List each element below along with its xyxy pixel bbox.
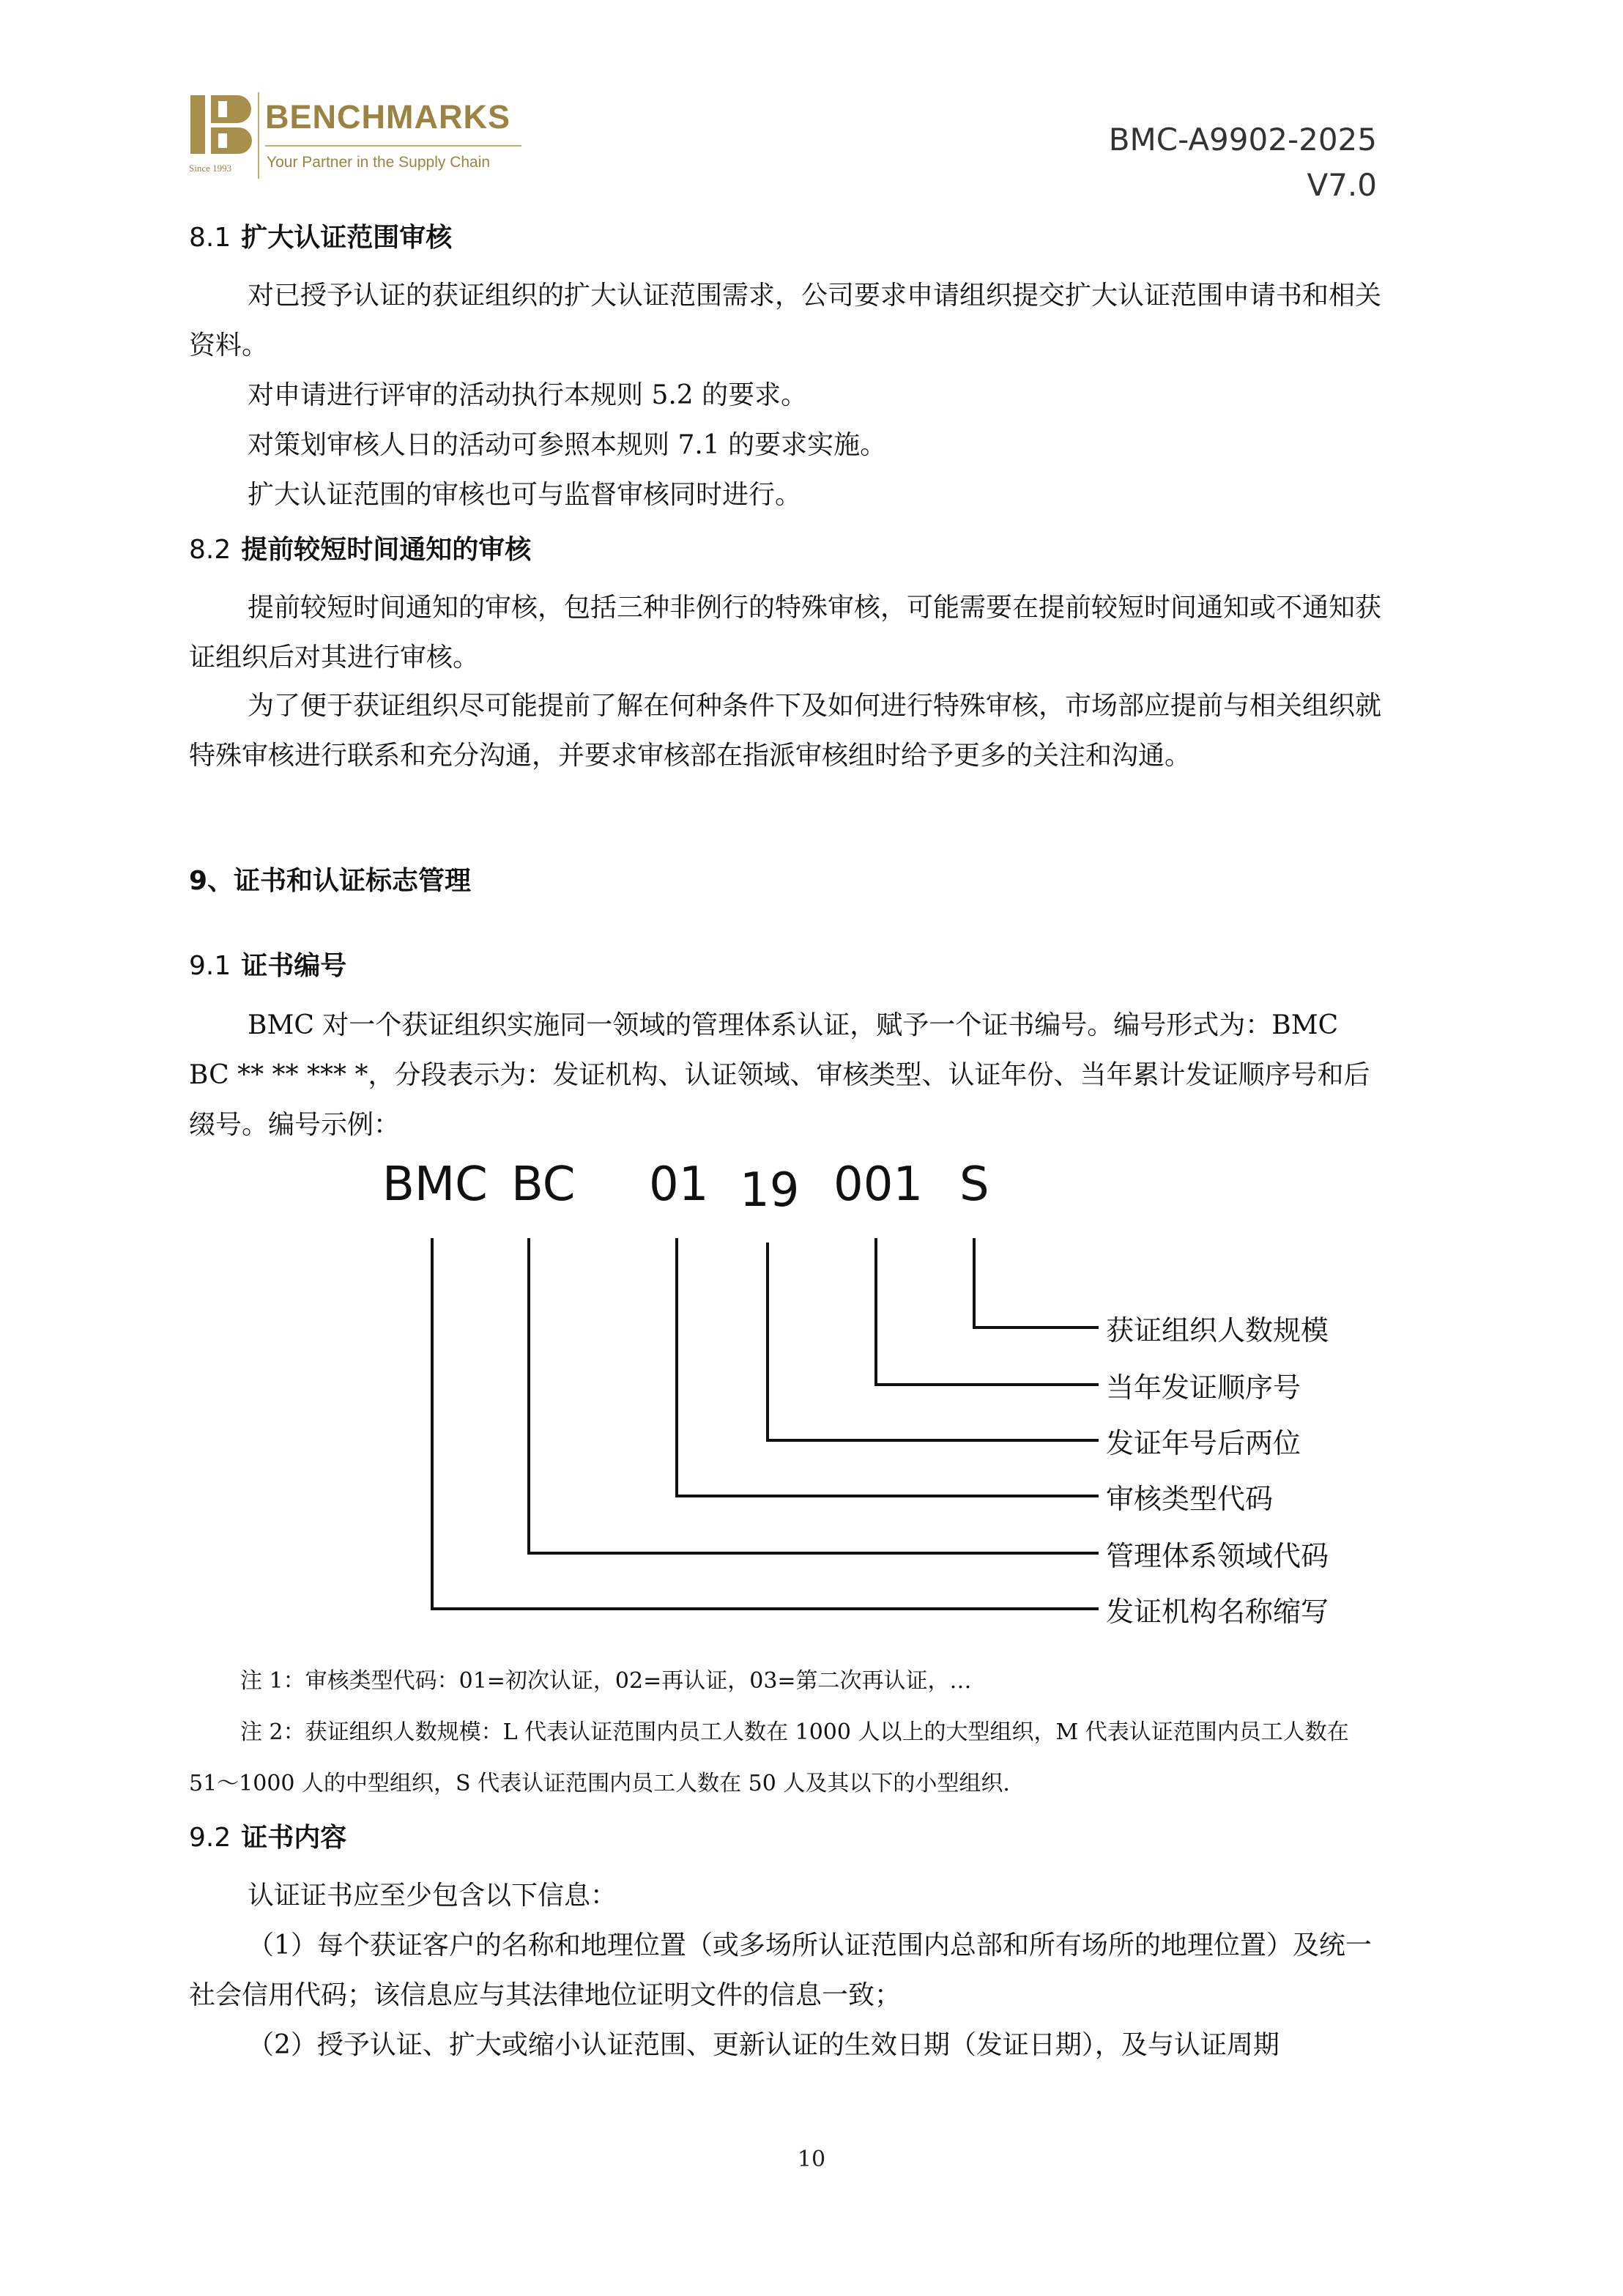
paragraph: （1）每个获证客户的名称和地理位置（或多场所认证范围内总部和所有场所的地理位置）及统一社会信用代码；该信息应与其法律地位证明文件的信息一致； (189, 1930, 1372, 2010)
note-2: 注 2：获证组织人数规模：L 代表认证范围内员工人数在 1000 人以上的大型组织，M 代表认证范围内员工人数在 51～1000 人的中型组织，S 代表认证范围内员工人数在 50 人及其以下的小型组织. (189, 1719, 1349, 1796)
code-segment-bc: BC (511, 1158, 576, 1212)
brand-tagline: Your Partner in the Supply Chain (267, 154, 491, 171)
code-segment-s: S (959, 1158, 989, 1212)
document-id (1109, 117, 1377, 208)
document-number: BMC-A9902-2025 (1108, 122, 1377, 158)
code-segment-bmc: BMC (382, 1158, 488, 1212)
paragraph: 对已授予认证的获证组织的扩大认证范围需求，公司要求申请组织提交扩大认证范围申请书和相关资料。 (189, 281, 1382, 360)
paragraph: 认证证书应至少包含以下信息： (248, 1881, 617, 1911)
heading-8-1: 8.1 扩大认证范围审核 (189, 223, 453, 253)
note-1: 注 1：审核类型代码：01=初次认证，02=再认证，03=第二次再认证，… (240, 1668, 972, 1694)
paragraph: 提前较短时间通知的审核，包括三种非例行的特殊审核，可能需要在提前较短时间通知或不通知获证组织后对其进行审核。 (189, 593, 1382, 673)
code-segment-01: 01 (649, 1158, 709, 1212)
paragraph: （2）授予认证、扩大或缩小认证范围、更新认证的生效日期（发证日期），及与认证周期 (248, 2030, 1280, 2060)
paragraph: 对申请进行评审的活动执行本规则 5.2 的要求。 (248, 380, 808, 410)
heading-9-1: 9.1 证书编号 (189, 951, 347, 981)
connector-line (768, 1243, 1099, 1440)
benchmarks-logo-mark-icon (189, 92, 256, 163)
heading-9: 9、证书和认证标志管理 (189, 866, 472, 896)
label-year: 发证年号后两位 (1106, 1427, 1301, 1459)
heading-9-2: 9.2 证书内容 (189, 1823, 347, 1853)
connector-line (677, 1238, 1099, 1496)
document-version: V7.0 (1307, 167, 1377, 203)
paragraph: 对策划审核人日的活动可参照本规则 7.1 的要求实施。 (248, 430, 887, 460)
code-segment-001: 001 (833, 1158, 924, 1212)
label-audit-type: 审核类型代码 (1106, 1483, 1274, 1515)
label-issuer: 发证机构名称缩写 (1106, 1596, 1329, 1628)
label-domain: 管理体系领域代码 (1106, 1540, 1329, 1572)
certificate-number-diagram (366, 1158, 1377, 1641)
paragraph: 扩大认证范围的审核也可与监督审核同时进行。 (248, 480, 802, 510)
brand-since: Since 1993 (189, 163, 232, 174)
logo-divider (258, 92, 259, 179)
label-scale: 获证组织人数规模 (1106, 1314, 1329, 1347)
page-number: 10 (797, 2147, 826, 2172)
brand-name: BENCHMARKS (265, 98, 510, 136)
connector-line (529, 1238, 1099, 1553)
heading-8-2: 8.2 提前较短时间通知的审核 (189, 535, 532, 565)
code-segment-19: 19 (740, 1163, 800, 1218)
connector-line (876, 1238, 1099, 1385)
company-logo (189, 92, 526, 179)
connector-line (974, 1238, 1099, 1327)
paragraph: BMC 对一个获证组织实施同一领域的管理体系认证，赋予一个证书编号。编号形式为：BMC BC ** ** *** *，分段表示为：发证机构、认证领域、审核类型、认证年份、当年累计发证顺序号和后缀号。编号示例： (189, 1010, 1370, 1140)
logo-rule (265, 145, 521, 147)
label-sequence: 当年发证顺序号 (1106, 1371, 1301, 1404)
paragraph: 为了便于获证组织尽可能提前了解在何种条件下及如何进行特殊审核，市场部应提前与相关组织就特殊审核进行联系和充分沟通，并要求审核部在指派审核组时给予更多的关注和沟通。 (189, 691, 1382, 771)
